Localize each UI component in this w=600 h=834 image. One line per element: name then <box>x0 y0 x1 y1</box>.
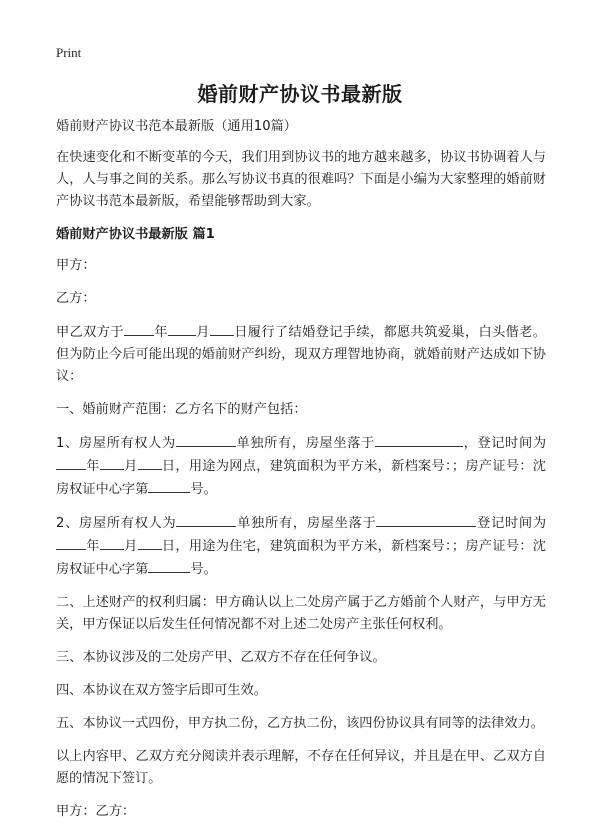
blank-location <box>376 512 476 527</box>
blank-month <box>168 321 196 336</box>
text-segment: 单独所有，房屋坐落于 <box>235 436 375 451</box>
text-segment: 日履行了结婚登记手续，都愿共筑爱巢，白头偕老。但为防止今后可能出现的婚前财产纠纷，现双方理智地协商，就婚前财产达成如下协议： <box>56 325 547 384</box>
text-segment: 月 <box>123 459 138 474</box>
property-item-2 <box>56 512 546 581</box>
blank-year <box>56 535 86 550</box>
party-a-line: 甲方： <box>56 258 96 273</box>
text-segment: 甲乙双方于 <box>56 325 124 340</box>
property-scope-paragraph: 一、婚前财产范围：乙方名下的财产包括： <box>56 402 307 417</box>
blank-day <box>138 535 162 550</box>
signature-line: 甲方：乙方： <box>56 804 136 819</box>
property-item-1 <box>56 432 546 501</box>
copies-paragraph: 五、本协议一式四份，甲方执二份，乙方执二份，该四份协议具有同等的法律效力。 <box>56 716 544 731</box>
blank-owner <box>176 512 236 527</box>
blank-year <box>124 321 154 336</box>
party-b-line: 乙方： <box>56 291 96 306</box>
blank-year <box>56 455 86 470</box>
ownership-paragraph: 二、上述财产的权利归属：甲方确认以上二处房产属于乙方婚前个人财产，与甲方无关，甲方保证以后发生任何情况都不对上述二处房产主张任何权利。 <box>56 595 546 632</box>
blank-day <box>138 455 162 470</box>
text-segment: 单独所有，房屋坐落于 <box>236 516 377 531</box>
document-subtitle: 婚前财产协议书范本最新版（通用10篇） <box>56 119 297 134</box>
blank-month <box>100 455 124 470</box>
blank-certificate-number <box>148 558 190 573</box>
blank-day <box>210 321 234 336</box>
acknowledgement-paragraph: 以上内容甲、乙双方充分阅读并表示理解，不存在任何异议，并且是在甲、乙双方自愿的情况下签订。 <box>56 749 546 786</box>
text-segment: 号。 <box>190 482 217 497</box>
blank-certificate-number <box>148 478 190 493</box>
blank-month <box>100 535 124 550</box>
text-segment: 年 <box>153 325 168 340</box>
text-segment: 年 <box>86 539 100 554</box>
text-segment: 1、房屋所有权人为 <box>56 436 176 451</box>
marriage-registration-paragraph <box>56 321 546 388</box>
blank-owner <box>176 432 236 447</box>
text-segment: 月 <box>195 325 210 340</box>
effectiveness-paragraph: 四、本协议在双方签字后即可生效。 <box>56 683 267 698</box>
blank-location <box>375 432 463 447</box>
intro-paragraph: 在快速变化和不断变革的今天，我们用到协议书的地方越来越多，协议书协调着人与人，人与事之间的关系。那么写协议书真的很难吗？下面是小编为大家整理的婚前财产协议书范本最新版，希望能够帮助到大家。 <box>56 150 546 209</box>
print-label: Print <box>56 45 82 60</box>
no-dispute-paragraph: 三、本协议涉及的二处房产甲、乙双方不存在任何争议。 <box>56 650 386 665</box>
text-segment: 登记时间为 <box>476 516 547 531</box>
section-heading: 婚前财产协议书最新版 篇1 <box>56 227 215 242</box>
text-segment: 年 <box>86 459 100 474</box>
text-segment: 日，用途为住宅，建筑面积为平方米，新档案号：；房产证号：沈房权证中心字第 <box>56 539 546 577</box>
text-segment: ，登记时间为 <box>462 436 547 451</box>
text-segment: 月 <box>123 539 138 554</box>
text-segment: 日，用途为网点，建筑面积为平方米，新档案号：；房产证号：沈房权证中心字第 <box>56 459 546 497</box>
text-segment: 2、房屋所有权人为 <box>56 516 177 531</box>
text-segment: 号。 <box>190 562 217 577</box>
document-body <box>56 116 546 834</box>
document-title: 婚前财产协议书最新版 <box>197 82 403 106</box>
